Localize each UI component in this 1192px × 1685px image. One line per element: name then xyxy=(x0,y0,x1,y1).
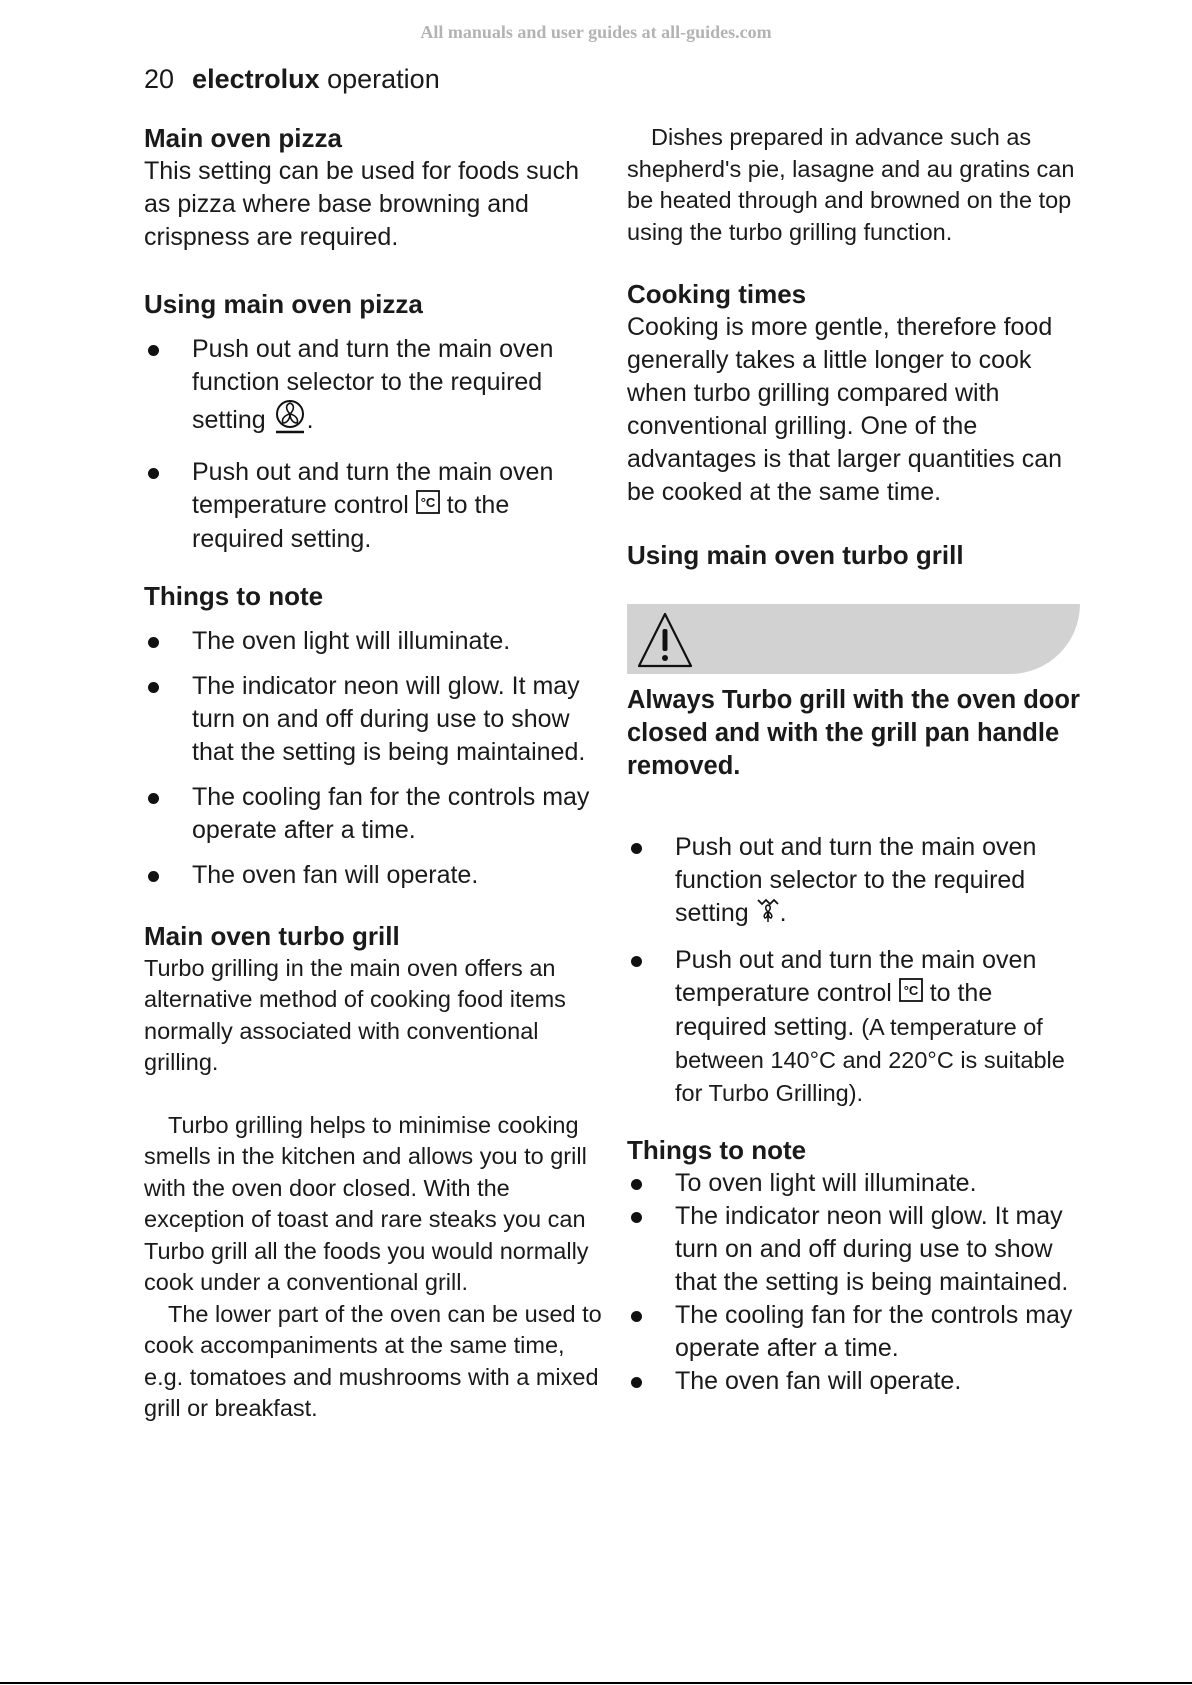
turbo-grill-heading: Main oven turbo grill xyxy=(144,920,400,951)
page-number: 20 xyxy=(144,64,175,94)
bullet-icon xyxy=(631,1311,642,1322)
list-item-text: Push out and turn the main oven temperature control xyxy=(192,458,554,519)
bullet-icon xyxy=(148,871,159,882)
list-item-text: The cooling fan for the controls may operate after a time. xyxy=(675,1300,1073,1362)
using-pizza-heading: Using main oven pizza xyxy=(144,289,423,319)
list-item-text: Push out and turn the main oven function selector to the required setting xyxy=(192,335,554,435)
right-column xyxy=(627,122,1080,1398)
list-item xyxy=(627,1167,1080,1200)
list-item xyxy=(627,1299,1080,1365)
cooking-times-text: Cooking is more gentle, therefore food generally takes a little longer to cook when turbo grilling compared with conventional grilling. One of the advantages is that larger quantities can be cooked at the same time. xyxy=(627,313,1062,506)
warning-triangle-icon xyxy=(635,610,695,670)
list-item-text: Push out and turn the main oven function selector to the required setting xyxy=(675,833,1037,928)
left-column xyxy=(144,122,606,1425)
watermark: All manuals and user guides at all-guides.com xyxy=(420,22,772,42)
list-item xyxy=(627,944,1080,1110)
bullet-icon xyxy=(148,345,159,356)
list-item xyxy=(144,625,606,658)
turbo-grill-intro: Turbo grilling in the main oven offers an alternative method of cooking food items normally associated with conventional grilling. xyxy=(144,954,566,1076)
dishes-paragraph: Dishes prepared in advance such as shepherd's pie, lasagne and au gratins can be heated through and browned on the top using the turbo grilling function. xyxy=(627,124,1075,245)
turbo-grill-lower-part: The lower part of the oven can be used to cook accompaniments at the same time, e.g. tomatoes and mushrooms with a mixed grill or breakfast. xyxy=(144,1300,602,1422)
list-item-text-end: . xyxy=(779,899,787,928)
list-item-text: The oven fan will operate. xyxy=(675,1366,962,1395)
using-pizza-list xyxy=(144,333,606,556)
turbo-grill-benefits: Turbo grilling helps to minimise cooking smells in the kitchen and allows you to grill with the oven door closed. With the exception of toast and rare steaks you can Turbo grill all the foods you would normally cook under a conventional grill. xyxy=(144,1111,589,1296)
pizza-text: This setting can be used for foods such as pizza where base browning and crispness are required. xyxy=(144,157,579,251)
temperature-note: (A temperature of between 140°C and 220°C is suitable for Turbo Grilling). xyxy=(675,1013,1065,1106)
list-item xyxy=(144,859,606,892)
list-item xyxy=(144,333,606,444)
warning-band xyxy=(627,604,1080,674)
bullet-icon xyxy=(148,793,159,804)
list-item xyxy=(144,781,606,847)
bullet-icon xyxy=(631,1179,642,1190)
using-turbo-grill-heading: Using main oven turbo grill xyxy=(627,540,964,570)
bullet-icon xyxy=(148,682,159,693)
things-to-note-heading: Things to note xyxy=(144,580,324,611)
bullet-icon xyxy=(631,1377,642,1388)
warning-text: Always Turbo grill with the oven door closed and with the grill pan handle removed. xyxy=(627,686,1080,780)
things-to-note-list-right xyxy=(627,1167,1080,1398)
using-turbo-grill-list xyxy=(627,831,1080,1110)
cooking-times-heading: Cooking times xyxy=(627,279,807,309)
bullet-icon xyxy=(148,637,159,648)
list-item xyxy=(627,831,1080,932)
section-title: operation xyxy=(327,64,440,94)
things-to-note-heading-right: Things to note xyxy=(627,1134,807,1165)
list-item xyxy=(144,670,606,769)
bullet-icon xyxy=(631,1212,642,1223)
list-item-text: The cooling fan for the controls may operate after a time. xyxy=(192,782,590,844)
svg-text:°C: °C xyxy=(903,982,919,998)
bullet-icon xyxy=(631,956,642,967)
list-item-text-end: . xyxy=(306,406,314,435)
celsius-icon xyxy=(416,490,440,523)
list-item-text: The oven light will illuminate. xyxy=(192,626,511,655)
list-item xyxy=(627,1200,1080,1299)
list-item-text: To oven light will illuminate. xyxy=(675,1168,977,1197)
things-to-note-list xyxy=(144,625,606,892)
list-item-text: The indicator neon will glow. It may turn on and off during use to show that the setting is being maintained. xyxy=(192,671,586,766)
list-item-text: The oven fan will operate. xyxy=(192,860,479,889)
celsius-icon xyxy=(899,978,923,1011)
list-item-text-end: to the required setting. xyxy=(675,979,993,1041)
brand-name: electrolux xyxy=(192,64,320,94)
list-item-text: Push out and turn the main oven temperature control xyxy=(675,946,1037,1007)
svg-text:°C: °C xyxy=(420,494,436,510)
turbo-grill-fan-icon xyxy=(756,897,780,932)
list-item xyxy=(627,1365,1080,1398)
pizza-heading: Main oven pizza xyxy=(144,123,342,153)
list-item-text-end: to the required setting. xyxy=(192,491,510,553)
list-item xyxy=(144,456,606,556)
bullet-icon xyxy=(148,468,159,479)
list-item-text: The indicator neon will glow. It may turn on and off during use to show that the setting is being maintained. xyxy=(675,1201,1069,1296)
pizza-fan-icon xyxy=(273,399,307,444)
page-header xyxy=(144,64,440,95)
bullet-icon xyxy=(631,843,642,854)
page-bottom-rule xyxy=(0,1682,1192,1684)
